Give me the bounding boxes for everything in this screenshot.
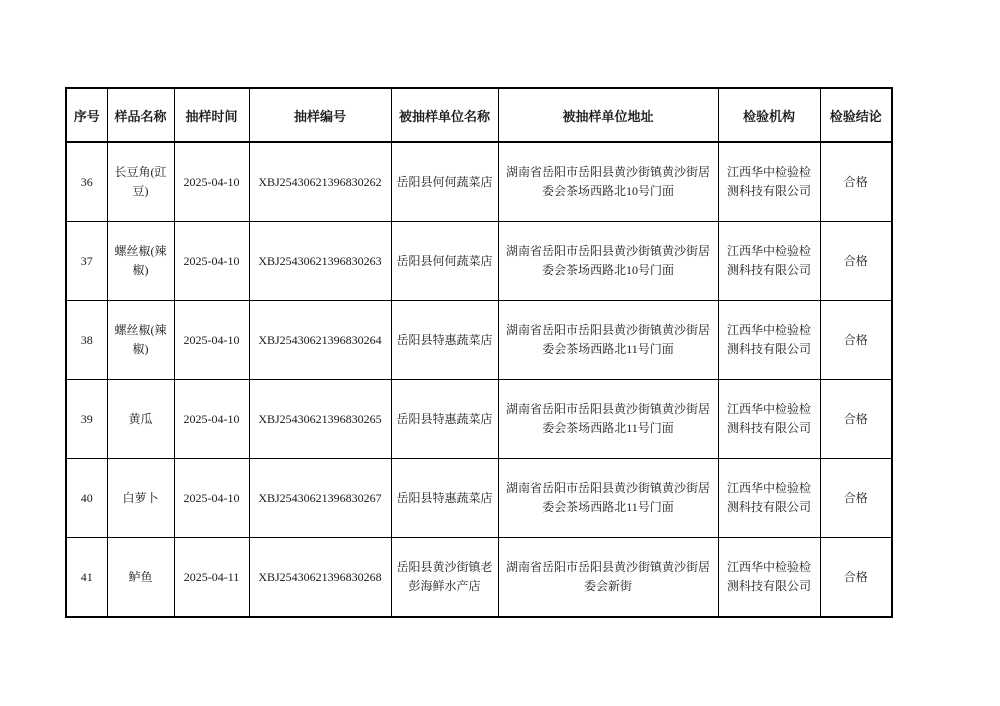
cell-sampling-date: 2025-04-11 [174, 538, 249, 618]
cell-seq: 39 [66, 380, 107, 459]
cell-agency: 江西华中检验检测科技有限公司 [718, 380, 820, 459]
cell-agency: 江西华中检验检测科技有限公司 [718, 459, 820, 538]
cell-unit-address: 湖南省岳阳市岳阳县黄沙街镇黄沙街居委会茶场西路北11号门面 [498, 301, 718, 380]
cell-seq: 40 [66, 459, 107, 538]
cell-unit-name: 岳阳县黄沙街镇老彭海鲜水产店 [391, 538, 498, 618]
cell-unit-name: 岳阳县何何蔬菜店 [391, 142, 498, 222]
cell-sampling-code: XBJ25430621396830264 [249, 301, 391, 380]
cell-sampling-code: XBJ25430621396830263 [249, 222, 391, 301]
cell-sample-name: 螺丝椒(辣椒) [107, 222, 174, 301]
cell-result: 合格 [820, 459, 892, 538]
cell-unit-address: 湖南省岳阳市岳阳县黄沙街镇黄沙街居委会茶场西路北11号门面 [498, 380, 718, 459]
column-header-sampling-code: 抽样编号 [249, 88, 391, 142]
cell-sampling-date: 2025-04-10 [174, 301, 249, 380]
cell-agency: 江西华中检验检测科技有限公司 [718, 301, 820, 380]
inspection-results-table [65, 87, 893, 618]
table-row [66, 538, 892, 618]
cell-sampling-date: 2025-04-10 [174, 459, 249, 538]
cell-sampling-code: XBJ25430621396830262 [249, 142, 391, 222]
cell-unit-name: 岳阳县特惠蔬菜店 [391, 301, 498, 380]
column-header-unit-address: 被抽样单位地址 [498, 88, 718, 142]
cell-sample-name: 螺丝椒(辣椒) [107, 301, 174, 380]
cell-result: 合格 [820, 222, 892, 301]
column-header-sample-name: 样品名称 [107, 88, 174, 142]
cell-unit-name: 岳阳县特惠蔬菜店 [391, 380, 498, 459]
table-body [66, 142, 892, 617]
cell-unit-address: 湖南省岳阳市岳阳县黄沙街镇黄沙街居委会茶场西路北10号门面 [498, 142, 718, 222]
cell-sampling-date: 2025-04-10 [174, 380, 249, 459]
cell-result: 合格 [820, 142, 892, 222]
table-row [66, 222, 892, 301]
cell-unit-name: 岳阳县何何蔬菜店 [391, 222, 498, 301]
cell-agency: 江西华中检验检测科技有限公司 [718, 142, 820, 222]
cell-seq: 41 [66, 538, 107, 618]
cell-seq: 36 [66, 142, 107, 222]
table-row [66, 142, 892, 222]
cell-sampling-code: XBJ25430621396830265 [249, 380, 391, 459]
cell-agency: 江西华中检验检测科技有限公司 [718, 222, 820, 301]
column-header-agency: 检验机构 [718, 88, 820, 142]
cell-sample-name: 白萝卜 [107, 459, 174, 538]
table-row [66, 301, 892, 380]
cell-sample-name: 鲈鱼 [107, 538, 174, 618]
table-row [66, 380, 892, 459]
cell-sample-name: 黄瓜 [107, 380, 174, 459]
column-header-result: 检验结论 [820, 88, 892, 142]
table-row [66, 459, 892, 538]
cell-unit-address: 湖南省岳阳市岳阳县黄沙街镇黄沙街居委会茶场西路北10号门面 [498, 222, 718, 301]
cell-agency: 江西华中检验检测科技有限公司 [718, 538, 820, 618]
cell-unit-address: 湖南省岳阳市岳阳县黄沙街镇黄沙街居委会新街 [498, 538, 718, 618]
cell-result: 合格 [820, 301, 892, 380]
cell-result: 合格 [820, 380, 892, 459]
header-row [66, 88, 892, 142]
cell-sampling-code: XBJ25430621396830267 [249, 459, 391, 538]
cell-sampling-code: XBJ25430621396830268 [249, 538, 391, 618]
cell-seq: 37 [66, 222, 107, 301]
column-header-sampling-date: 抽样时间 [174, 88, 249, 142]
column-header-unit-name: 被抽样单位名称 [391, 88, 498, 142]
table-header [66, 88, 892, 142]
cell-sample-name: 长豆角(豇豆) [107, 142, 174, 222]
cell-result: 合格 [820, 538, 892, 618]
cell-unit-name: 岳阳县特惠蔬菜店 [391, 459, 498, 538]
column-header-seq: 序号 [66, 88, 107, 142]
cell-unit-address: 湖南省岳阳市岳阳县黄沙街镇黄沙街居委会茶场西路北11号门面 [498, 459, 718, 538]
cell-sampling-date: 2025-04-10 [174, 222, 249, 301]
cell-seq: 38 [66, 301, 107, 380]
cell-sampling-date: 2025-04-10 [174, 142, 249, 222]
